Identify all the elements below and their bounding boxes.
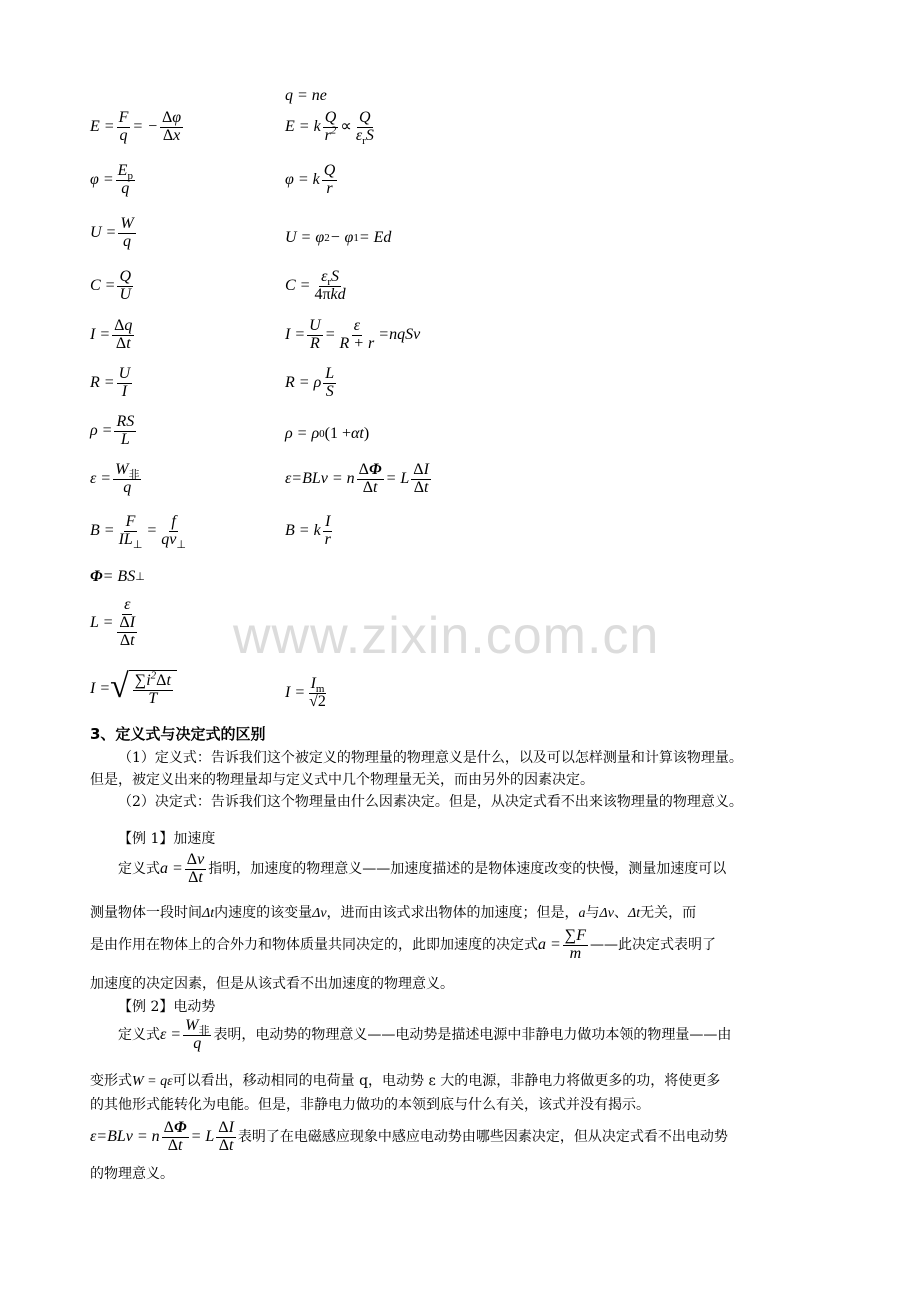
example1-line2: 测量物体一段时间Δt内速度的该变量Δv，进而由该式求出物体的加速度；但是，a与Δv、Δt无关，而 (90, 905, 697, 921)
formula-U-phi: U = φ 2 − φ 1 = Ed (285, 229, 392, 246)
formula-rho-def: ρ = RS L (90, 413, 135, 448)
ex1-text-g: 、 (613, 905, 628, 921)
ex2-text-d: 可以看出，移动相同的电荷量 q，电动势 ε 大的电源，非静电力将做更多的功，将使更多 (172, 1073, 721, 1089)
sub-fei: 非 (128, 469, 140, 482)
ex1-text-a: 定义式 (118, 861, 160, 878)
sub-r: r (362, 134, 366, 147)
watermark: www.zixin.com.cn (233, 607, 660, 665)
formula-I-rms: I = $I_m$ √2 (285, 675, 326, 710)
formula-rho-temp: ρ = ρ 0 (1 + αt ) (285, 425, 370, 442)
formula-I-def: I = Δq Δt (90, 317, 133, 352)
formula-R-rho: R = ρ L S (285, 365, 335, 400)
example2-line5: 的物理意义。 (90, 1166, 174, 1182)
para-definition-line1 (90, 747, 832, 769)
example1-title: 【例 1】加速度 (118, 831, 216, 847)
sub-m: m (315, 683, 325, 696)
formula-emf-def: ε = $W_非$ q (90, 461, 140, 496)
formula-B-wire: B = k I r (285, 513, 331, 548)
formula-B-def: B = F $IL_\perp$ = f $qv_\perp$ (90, 513, 186, 551)
example2-title: 【例 2】电动势 (118, 999, 216, 1015)
example2-line4: ε=BLv = n ΔΦ Δt = L ΔI Δt 表明了在电磁感应现象中感应电动势由哪些因素决定，但从决定式看不出电动势 (90, 1119, 728, 1154)
example2-line3: 的其他形式能转化为电能。但是，非静电力做功的本领到底与什么有关，该式并没有揭示。 (90, 1097, 650, 1113)
formula-phi-def: φ = $E_p$ q (90, 162, 133, 197)
ex1-text-j: ——此决定式表明了 (589, 937, 716, 954)
ex2-text-a: 定义式 (118, 1027, 160, 1044)
para-definition-line2: 但是，被定义出来的物理量却与定义式中几个物理量无关，而由另外的因素决定。 (90, 772, 594, 788)
formula-I-ohm: I = U R = ε R + r =nqSv (285, 317, 421, 352)
example1-line4: 加速度的决定因素，但是从该式看不出加速度的物理意义。 (90, 976, 454, 992)
ex1-text-c: 测量物体一段时间 (90, 905, 202, 921)
formula-E-point: E = k Q $r^2$ ∝ Q $\varepsilon_rS$ (285, 109, 374, 147)
formula-U-def: U = W q (90, 215, 134, 250)
formula-I-eff: I = √ $\sum i^2\Delta t$ T (90, 670, 177, 708)
ex1-text-e: ，进而由该式求出物体的加速度；但是， (326, 905, 579, 921)
example1-line3: 是由作用在物体上的合外力和物体质量共同决定的，此即加速度的决定式 a = ∑F m ——此决定式表明了 (90, 927, 716, 962)
ex2-text-f: 表明了在电磁感应现象中感应电动势由哪些因素决定，但从决定式看不出电动势 (237, 1129, 728, 1146)
para-definition-text: （1）定义式：告诉我们这个被定义的物理量的物理意义是什么，以及可以怎样测量和计算该物理量。 (118, 750, 743, 766)
formula-q-ne: q = ne (285, 87, 327, 104)
formula-R-def: R = U I (90, 365, 131, 400)
formula-E-def: E = F q = − Δφ Δx (90, 109, 182, 144)
ex1-text-h: 无关，而 (640, 905, 697, 921)
ex1-text-d: 内速度的该变量 (214, 905, 313, 921)
formula-emf-induction: ε=BLv = n ΔΦ Δt = L ΔI Δt (285, 461, 429, 496)
formula-phi-point: φ = k Q r (285, 162, 336, 197)
ex2-text-b: 表明，电动势的物理意义——电动势是描述电源中非静电力做功本领的物理量——由 (213, 1027, 732, 1044)
ex2-text-c: 变形式 (90, 1073, 132, 1089)
example2-line2: 变形式W = qε可以看出，移动相同的电荷量 q，电动势 ε 大的电源，非静电力将做更多的功，将使更多 (90, 1073, 721, 1089)
ex1-text-i: 是由作用在物体上的合外力和物体质量共同决定的，此即加速度的决定式 (90, 937, 538, 954)
ex1-text-f: 与 (585, 905, 600, 921)
formula-flux: Φ = BS ⊥ (90, 568, 145, 585)
formula-L-def: L = ε $\frac{\Delta I}{\Delta t}$ (90, 596, 136, 649)
para-determination: （2）决定式：告诉我们这个物理量由什么因素决定。但是，从决定式看不出来该物理量的物理意义。 (118, 794, 743, 810)
example1-line1: 定义式 a = Δv Δt 指明，加速度的物理意义——加速度描述的是物体速度改变的快慢，测量加速度可以 (118, 851, 727, 886)
formula-C-plate: C = $\varepsilon_rS$ 4πkd (285, 268, 346, 303)
section-heading: 3、定义式与决定式的区别 (90, 725, 266, 743)
formula-C-def: C = Q U (90, 268, 132, 303)
ex1-text-b: 指明，加速度的物理意义——加速度描述的是物体速度改变的快慢，测量加速度可以 (208, 861, 727, 878)
example2-line1: 定义式 ε = $W_非$ q 表明，电动势的物理意义——电动势是描述电源中非静电力做功本领的物理量——由 (118, 1017, 732, 1052)
sub-p: p (127, 170, 133, 183)
